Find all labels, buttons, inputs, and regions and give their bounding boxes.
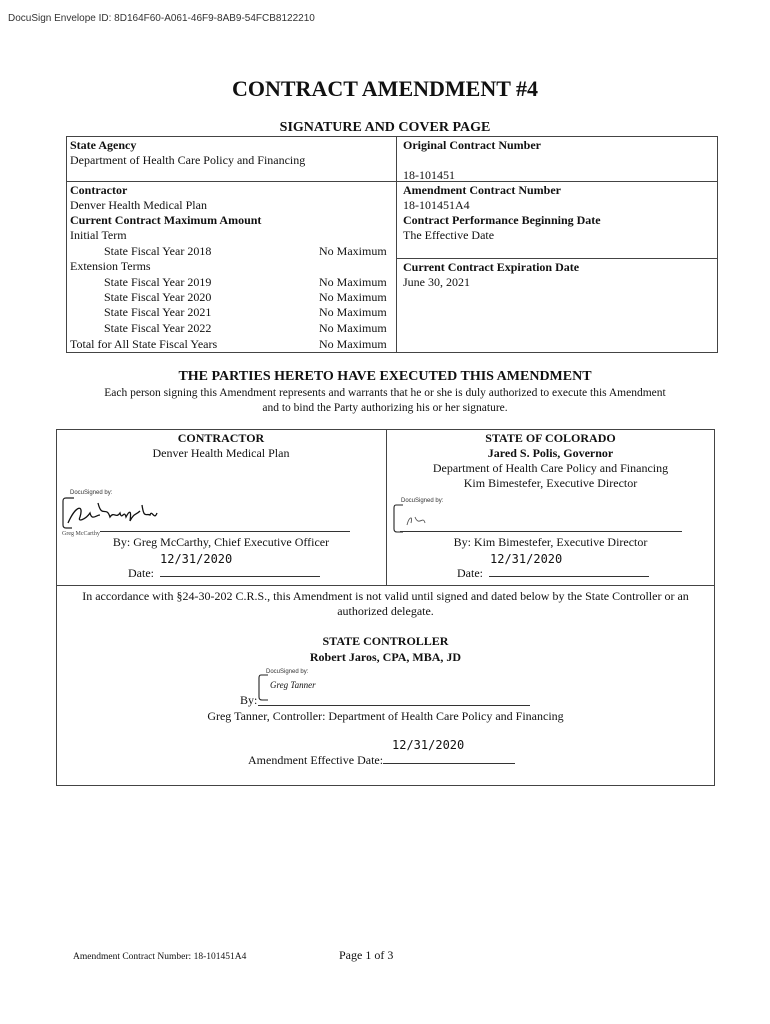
controller-name: Robert Jaros, CPA, MBA, JD bbox=[309, 650, 462, 664]
controller-notice-line2: authorized delegate. bbox=[337, 604, 434, 618]
state-agency-value: Department of Health Care Policy and Financing bbox=[70, 153, 306, 167]
fiscal-year-amount: No Maximum bbox=[319, 321, 387, 335]
footer-amendment-number: Amendment Contract Number: 18-101451A4 bbox=[73, 952, 247, 962]
fiscal-year-label: State Fiscal Year 2021 bbox=[104, 305, 212, 319]
state-docusign-block bbox=[393, 499, 463, 539]
docusign-envelope-id: DocuSign Envelope ID: 8D164F60-A061-46F9-8AB9-54FCB8122210 bbox=[8, 13, 315, 24]
controller-by-label: By: bbox=[240, 693, 258, 707]
footer-page-number: Page 1 of 3 bbox=[339, 948, 394, 962]
state-director: Kim Bimestefer, Executive Director bbox=[463, 476, 638, 490]
state-docusigned-label: DocuSigned by: bbox=[401, 498, 444, 504]
state-dept: Department of Health Care Policy and Financing bbox=[432, 461, 669, 475]
contractor-heading: CONTRACTOR bbox=[177, 431, 265, 445]
contractor-date-value: 12/31/2020 bbox=[160, 552, 233, 566]
signature-row-divider bbox=[56, 585, 715, 586]
controller-notice-line1: In accordance with §24-30-202 C.R.S., this Amendment is not valid until signed and dated below by the State Controller or an bbox=[82, 589, 689, 603]
state-date-label: Date: bbox=[457, 566, 483, 580]
state-heading: STATE OF COLORADO bbox=[485, 431, 616, 445]
state-date-value: 12/31/2020 bbox=[490, 552, 563, 566]
contractor-by-line: By: Greg McCarthy, Chief Executive Officer bbox=[112, 535, 330, 549]
contractor-label: Contractor bbox=[70, 183, 128, 197]
max-amount-label: Current Contract Maximum Amount bbox=[70, 213, 262, 227]
state-governor: Jared S. Polis, Governor bbox=[487, 446, 614, 460]
controller-date-value: 12/31/2020 bbox=[392, 738, 465, 752]
controller-heading: STATE CONTROLLER bbox=[322, 634, 449, 648]
executed-statement-line1: Each person signing this Amendment represents and warrants that he or she is duly authorized to execute this Amendment bbox=[104, 387, 666, 399]
contractor-org: Denver Health Medical Plan bbox=[152, 446, 290, 460]
controller-effective-label: Amendment Effective Date: bbox=[248, 753, 384, 767]
fiscal-year-amount: No Maximum bbox=[319, 275, 387, 289]
original-number-value: 18-101451 bbox=[403, 168, 455, 182]
original-number-label: Original Contract Number bbox=[403, 138, 541, 152]
initial-term-label: Initial Term bbox=[70, 228, 127, 242]
fiscal-year-label: State Fiscal Year 2018 bbox=[104, 244, 212, 258]
contractor-date-row bbox=[128, 566, 320, 581]
contractor-value: Denver Health Medical Plan bbox=[70, 198, 207, 212]
expiration-label: Current Contract Expiration Date bbox=[403, 260, 580, 274]
docusign-bracket-icon bbox=[393, 499, 463, 539]
executed-statement-line2: and to bind the Party authorizing his or her signature. bbox=[262, 402, 508, 414]
controller-docusigned-label: DocuSigned by: bbox=[266, 669, 309, 675]
fiscal-year-label: State Fiscal Year 2019 bbox=[104, 275, 212, 289]
contractor-signature-line bbox=[100, 531, 350, 532]
expiration-date-value: June 30, 2021 bbox=[403, 275, 470, 289]
amendment-number-label: Amendment Contract Number bbox=[403, 183, 561, 197]
fiscal-year-amount: No Maximum bbox=[319, 290, 387, 304]
fiscal-year-amount: No Maximum bbox=[319, 244, 387, 258]
extension-terms-label: Extension Terms bbox=[70, 259, 151, 273]
total-amount: No Maximum bbox=[319, 337, 387, 351]
fiscal-year-label: State Fiscal Year 2022 bbox=[104, 321, 212, 335]
state-date-line bbox=[489, 566, 649, 577]
executed-heading: THE PARTIES HERETO HAVE EXECUTED THIS AMENDMENT bbox=[178, 369, 592, 384]
contractor-signature-name: Greg McCarthy bbox=[62, 531, 100, 537]
controller-signature-line bbox=[258, 705, 530, 706]
controller-signer-line: Greg Tanner, Controller: Department of Health Care Policy and Financing bbox=[207, 709, 564, 723]
contractor-date-label: Date: bbox=[128, 566, 154, 580]
fiscal-year-amount: No Maximum bbox=[319, 305, 387, 319]
contractor-date-line bbox=[160, 566, 320, 577]
cover-row-divider-right-2 bbox=[396, 258, 718, 259]
document-subtitle: SIGNATURE AND COVER PAGE bbox=[279, 120, 491, 135]
state-date-row bbox=[457, 566, 649, 581]
contractor-docusigned-label: DocuSigned by: bbox=[70, 490, 113, 496]
controller-docusign-block bbox=[258, 670, 338, 706]
state-by-line: By: Kim Bimestefer, Executive Director bbox=[453, 535, 648, 549]
performance-date-value: The Effective Date bbox=[403, 228, 495, 242]
cover-row-divider-left bbox=[66, 181, 396, 182]
performance-date-label: Contract Performance Beginning Date bbox=[403, 213, 601, 227]
controller-effective-line bbox=[383, 753, 515, 764]
document-title: CONTRACT AMENDMENT #4 bbox=[232, 76, 538, 101]
state-signature-line bbox=[400, 531, 682, 532]
controller-effective-row bbox=[248, 753, 515, 768]
controller-signature-name: Greg Tanner bbox=[270, 680, 316, 690]
state-agency-label: State Agency bbox=[70, 138, 137, 152]
fiscal-year-label: State Fiscal Year 2020 bbox=[104, 290, 212, 304]
cover-table-divider bbox=[396, 136, 397, 353]
amendment-number-value: 18-101451A4 bbox=[403, 198, 470, 212]
total-label: Total for All State Fiscal Years bbox=[70, 337, 218, 351]
